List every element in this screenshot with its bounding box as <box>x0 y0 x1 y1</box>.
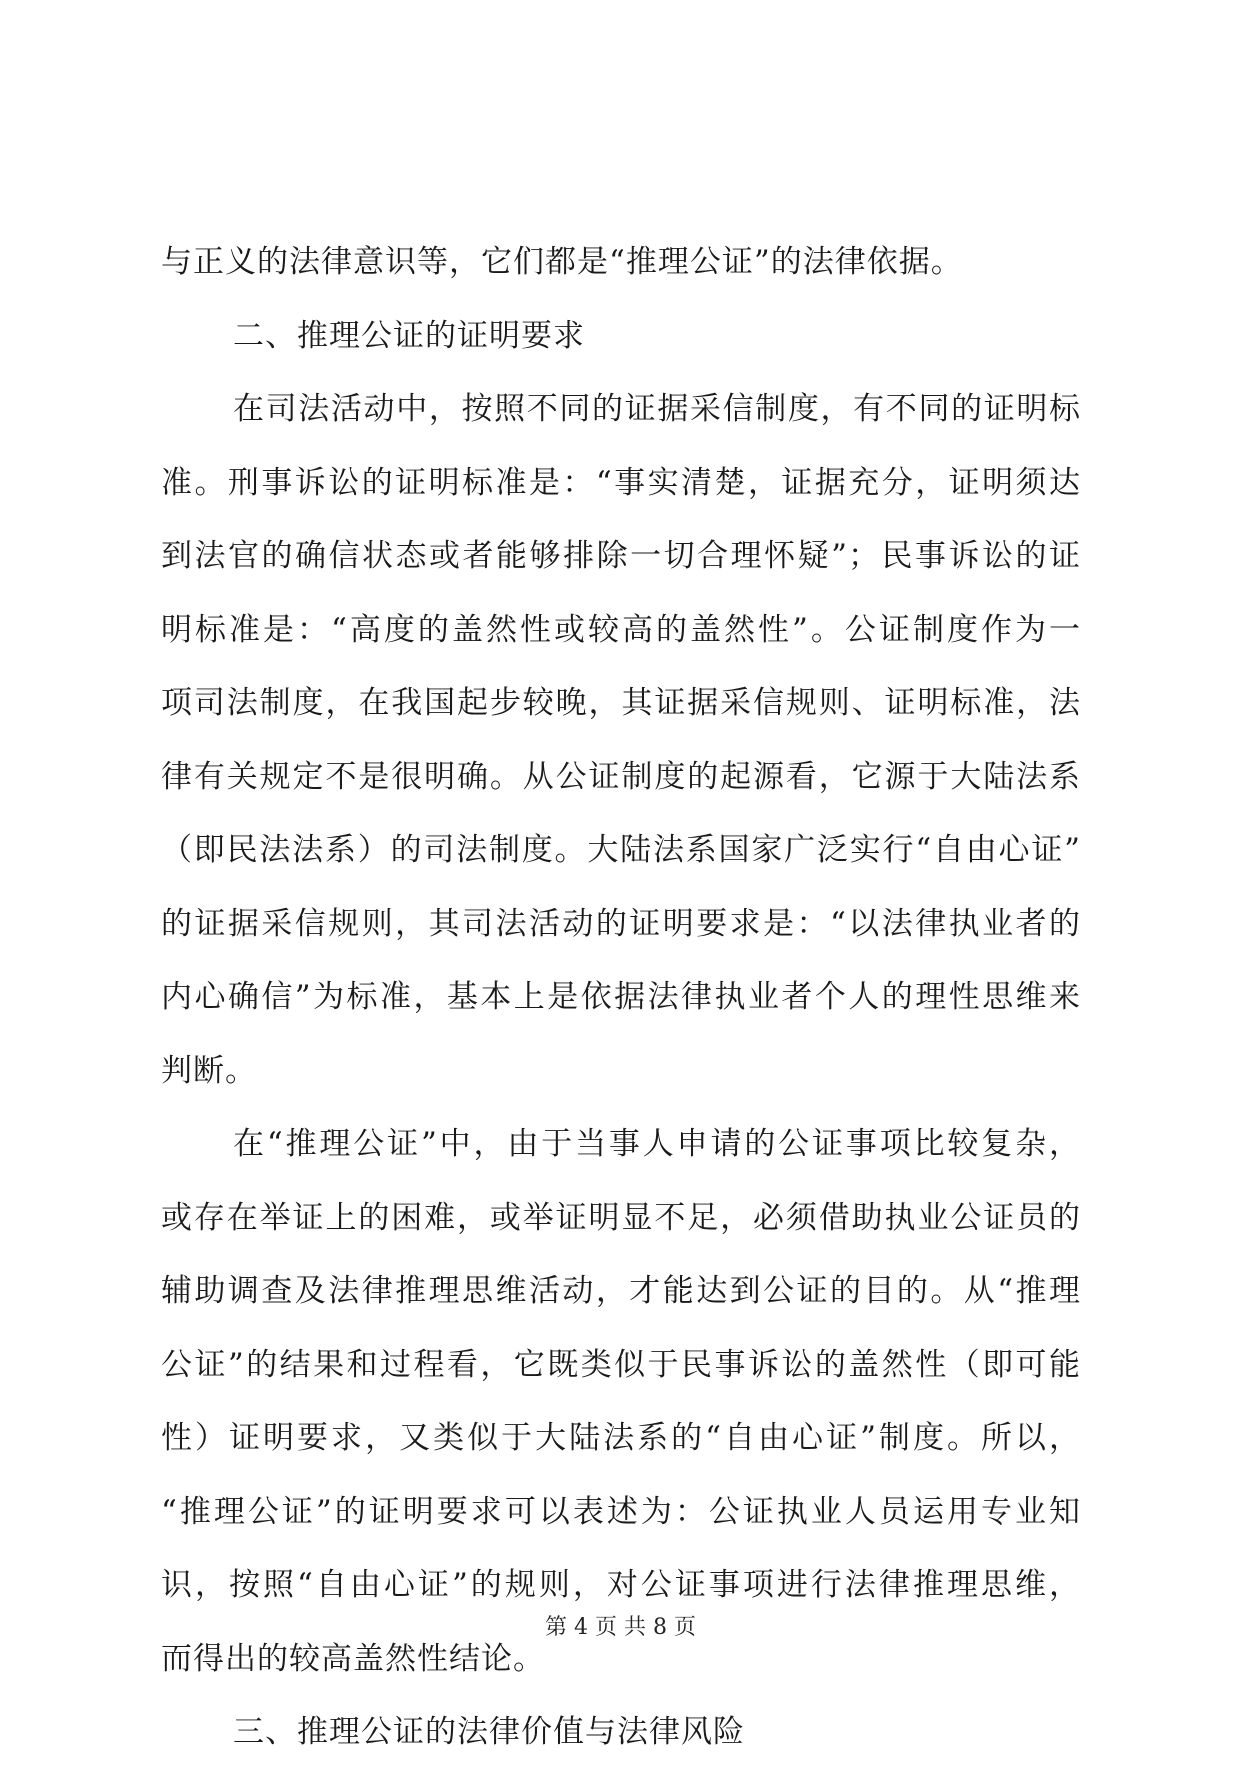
paragraph-line: 在司法活动中，按照不同的证据采信制度，有不同的证明标 <box>233 391 1081 427</box>
paragraph-line: 在“推理公证”中，由于当事人申请的公证事项比较复杂， <box>233 1126 1081 1162</box>
paragraph-line: 识，按照“自由心证”的规则，对公证事项进行法律推理思维， <box>161 1567 1081 1603</box>
paragraph-line: （即民法法系）的司法制度。大陆法系国家广泛实行“自由心证” <box>161 832 1081 868</box>
paragraph-line: 项司法制度，在我国起步较晚，其证据采信规则、证明标准，法 <box>161 685 1081 721</box>
paragraph-line: 或存在举证上的困难，或举证明显不足，必须借助执业公证员的 <box>161 1199 1081 1236</box>
section-heading-2: 二、推理公证的证明要求 <box>233 317 585 354</box>
paragraph-line: 辅助调查及法律推理思维活动，才能达到公证的目的。从“推理 <box>161 1273 1081 1309</box>
paragraph-line: “推理公证”的证明要求可以表述为：公证执业人员运用专业知 <box>161 1493 1081 1530</box>
paragraph-line: 律有关规定不是很明确。从公证制度的起源看，它源于大陆法系 <box>161 758 1081 795</box>
paragraph-line: 公证”的结果和过程看，它既类似于民事诉讼的盖然性（即可能 <box>161 1346 1081 1383</box>
paragraph-line: 准。刑事诉讼的证明标准是：“事实清楚，证据充分，证明须达 <box>161 464 1081 501</box>
document-body <box>161 226 1081 1770</box>
paragraph-line: 到法官的确信状态或者能够排除一切合理怀疑”；民事诉讼的证 <box>161 538 1081 574</box>
paragraph-line: 与正义的法律意识等，它们都是“推理公证”的法律依据。 <box>161 244 963 280</box>
page-number-footer: 第 4 页 共 8 页 <box>545 1615 696 1640</box>
paragraph-line: 内心确信”为标准，基本上是依据法律执业者个人的理性思维来 <box>161 979 1081 1015</box>
paragraph-line: 而得出的较高盖然性结论。 <box>161 1640 545 1677</box>
paragraph-line: 明标准是：“高度的盖然性或较高的盖然性”。公证制度作为一 <box>161 611 1081 648</box>
paragraph-line: 判断。 <box>161 1052 257 1089</box>
paragraph-line: 的证据采信规则，其司法活动的证明要求是：“以法律执业者的 <box>161 905 1081 942</box>
paragraph-line: 性）证明要求，又类似于大陆法系的“自由心证”制度。所以， <box>161 1420 1081 1456</box>
section-heading-3: 三、推理公证的法律价值与法律风险 <box>233 1714 745 1750</box>
